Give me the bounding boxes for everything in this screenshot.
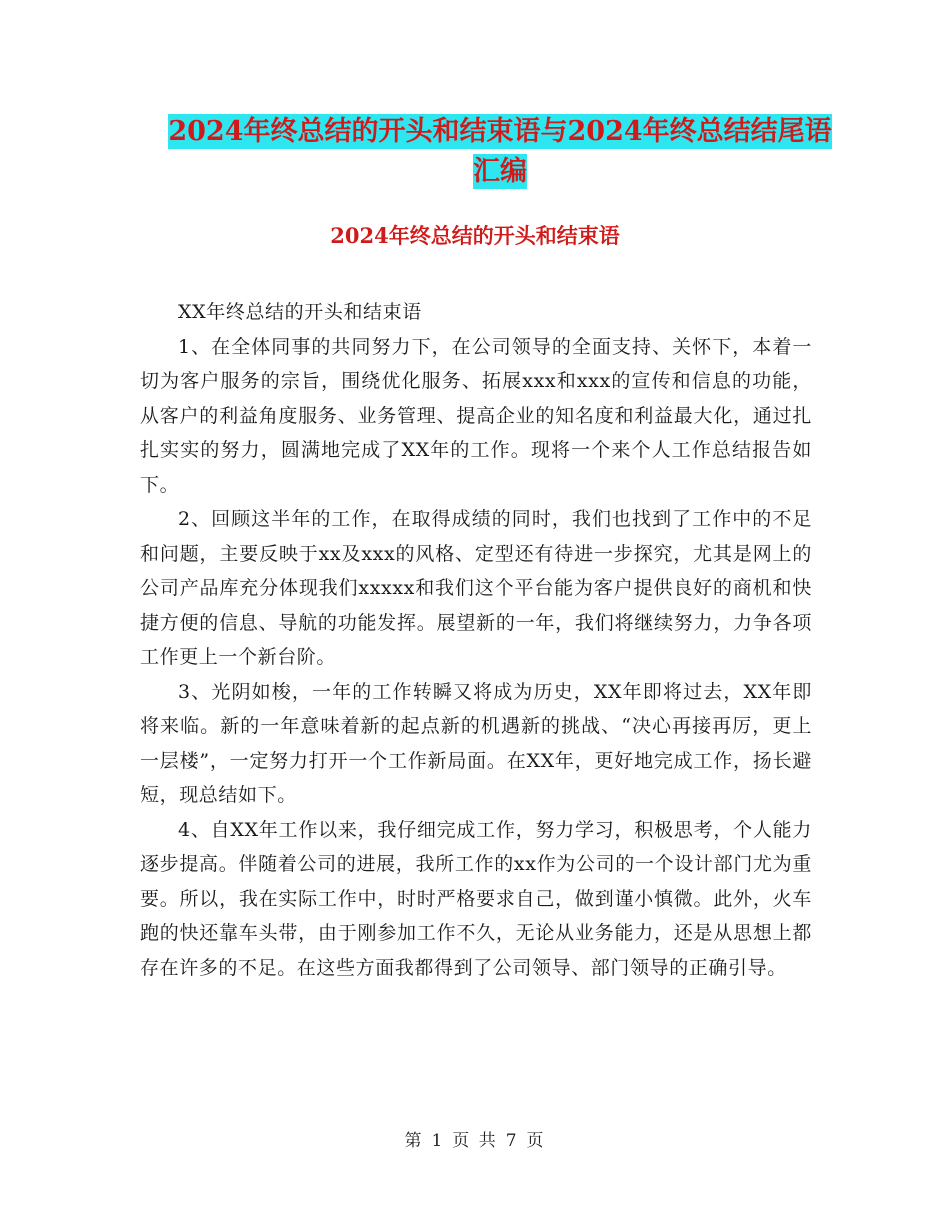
section-title: 2024年终总结的开头和结束语 xyxy=(330,223,620,248)
page-footer xyxy=(0,1126,950,1151)
footer-total-pages: 7 xyxy=(505,1131,519,1151)
paragraph-3: 3、光阴如梭，一年的工作转瞬又将成为历史，XX年即将过去，XX年即将来临。新的一年意味着新的起点新的机遇新的挑战、“决心再接再厉，更上一层楼”，一定努力打开一个工作新局面。在XX年，更好地完成工作，扬长避短，现总结如下。 xyxy=(140,680,812,806)
paragraph-subtitle: XX年终总结的开头和结束语 xyxy=(178,301,422,323)
document-body xyxy=(140,295,812,985)
document-title xyxy=(150,112,850,192)
footer-page-number: 1 xyxy=(431,1131,445,1151)
title-line-1: 2024年终总结的开头和结束语与2024年终总结结尾语 xyxy=(168,116,832,147)
paragraph-4: 4、自XX年工作以来，我仔细完成工作，努力学习，积极思考，个人能力逐步提高。伴随着公司的进展，我所工作的xx作为公司的一个设计部门尤为重要。所以，我在实际工作中，时时严格要求自己，做到谨小慎微。此外，火车跑的快还靠车头带，由于刚参加工作不久，无论从业务能力，还是从思想上都存在许多的不足。在这些方面我都得到了公司领导、部门领导的正确引导。 xyxy=(140,818,812,979)
paragraph-1: 1、在全体同事的共同努力下，在公司领导的全面支持、关怀下，本着一切为客户服务的宗旨，围绕优化服务、拓展xxx和xxx的宣传和信息的功能，从客户的利益角度服务、业务管理、提高企业的知名度和利益最大化，通过扎扎实实的努力，圆满地完成了XX年的工作。现将一个来个人工作总结报告如下。 xyxy=(140,335,812,496)
footer-suffix: 页 xyxy=(526,1131,546,1151)
footer-prefix: 第 xyxy=(404,1131,424,1151)
paragraph-2: 2、回顾这半年的工作，在取得成绩的同时，我们也找到了工作中的不足和问题，主要反映于xx及xxx的风格、定型还有待进一步探究，尤其是网上的公司产品库充分体现我们xxxxx和我们这个平台能为客户提供良好的商机和快捷方便的信息、导航的功能发挥。展望新的一年，我们将继续努力，力争各项工作更上一个新台阶。 xyxy=(140,508,812,668)
footer-middle: 页 共 xyxy=(452,1131,498,1151)
title-line-2: 汇编 xyxy=(473,156,527,187)
